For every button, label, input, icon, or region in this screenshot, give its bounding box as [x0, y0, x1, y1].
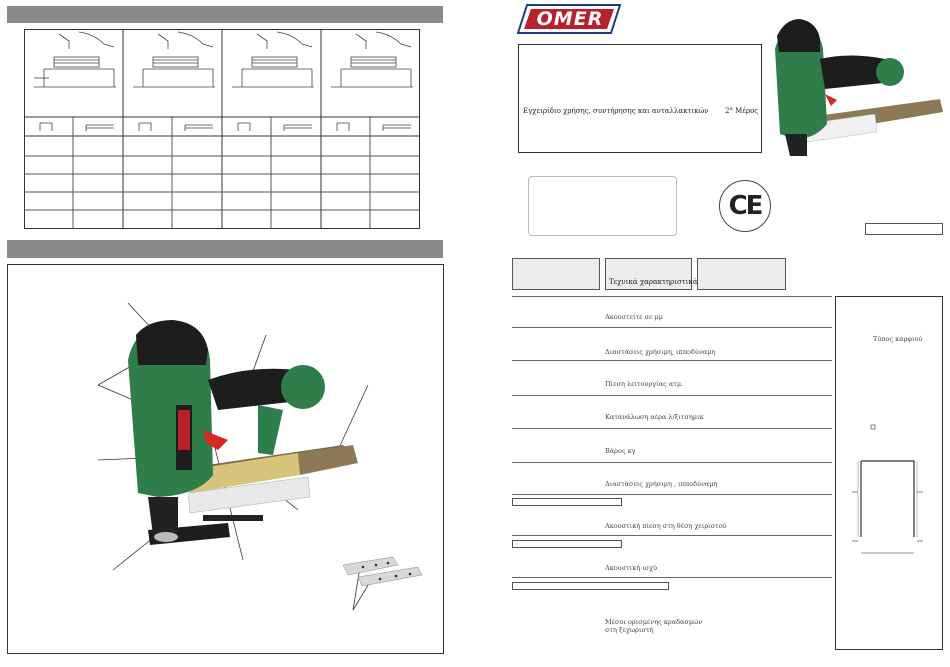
spec-divider	[512, 296, 832, 297]
spec-label: Διαστάσεις χρήσιμη , ιπποδύναμη	[605, 480, 718, 488]
stapler-illustration	[8, 265, 443, 653]
spec-divider	[512, 535, 832, 536]
manual-title: Εγχειρίδιο χρήσης, συντήρησης και ανταλλακτικών	[523, 107, 709, 115]
logo-text: OMER	[536, 8, 604, 30]
value-field	[512, 498, 622, 506]
manual-part: 2° Μέρος	[725, 107, 759, 115]
spec-label: Ακουστείτε σε μμ	[605, 313, 663, 321]
section-bar-middle	[7, 240, 443, 258]
ce-mark-text: CE	[728, 191, 762, 221]
value-field	[512, 582, 669, 590]
tab-left[interactable]	[512, 258, 600, 290]
tab-technical-specs-label: Τεχνικά χαρακτηριστικά	[609, 278, 698, 286]
product-illustration-frame	[7, 264, 444, 654]
staple-type-panel	[835, 296, 943, 650]
spec-label: Κατανάλωση αέρα λ/ξιτσημικ	[605, 413, 704, 421]
spec-table	[512, 296, 832, 650]
spec-label: Διαστάσεις χρήσιμη, ιπποδύναμη	[605, 348, 716, 356]
spec-divider	[512, 577, 832, 578]
dimension-diagrams	[24, 29, 420, 229]
omer-logo	[517, 3, 621, 35]
ce-mark	[719, 180, 771, 232]
spec-label: Βάρος κγ	[605, 447, 636, 455]
spec-divider	[512, 462, 832, 463]
serial-number-box	[865, 223, 943, 235]
spec-label: Ακουστική πίεση στη θέση χειριστού	[605, 522, 727, 530]
spec-divider	[512, 428, 832, 429]
product-photo-small	[765, 14, 945, 164]
spec-divider	[512, 494, 832, 495]
spec-divider	[512, 327, 832, 328]
spec-divider	[512, 395, 832, 396]
staple-shape-icon	[836, 417, 942, 567]
spec-label: Ακουστική ισχύ	[605, 564, 658, 572]
manual-title-box	[518, 44, 762, 153]
spec-label: Μέσοι ορισμένης κραδασμών στη ξεχωριστή	[605, 618, 703, 634]
tab-technical-specs[interactable]	[605, 258, 698, 290]
value-field	[512, 540, 622, 548]
section-bar-top	[7, 6, 443, 23]
stapler-photo	[765, 14, 945, 164]
staple-type-title: Τύπος καρφιού	[873, 335, 923, 343]
tab-right[interactable]	[697, 258, 786, 290]
staple-size-table	[24, 29, 420, 229]
approval-box	[528, 176, 677, 236]
spec-divider	[512, 360, 832, 361]
spec-label: Πίεση λειτουργίας ατμ.	[605, 380, 684, 388]
